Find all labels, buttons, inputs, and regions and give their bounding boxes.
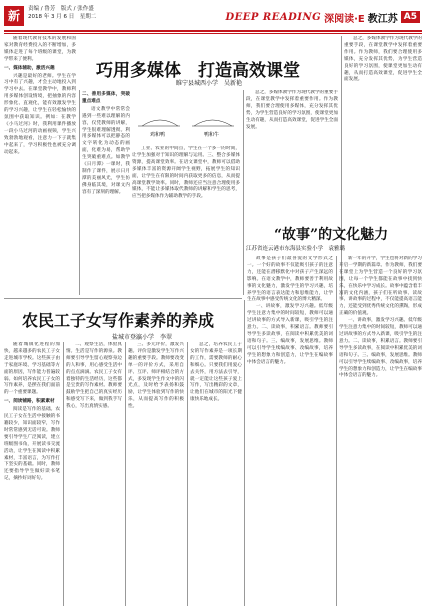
article3-spacer xyxy=(246,212,338,222)
article2-col4 xyxy=(190,342,242,606)
col-divider xyxy=(336,256,337,606)
section-divider xyxy=(4,298,242,299)
edition-name: 教江苏 xyxy=(367,13,398,25)
article2-col1-text: 随着城镇化进程的加快，越来越多的农民工子女走进城市学校。这些孩子由于家庭环境、学习基础等方面的原因，写作能力普遍较弱。如何培养农民工子女的写作素养，是摆在我们面前的一个重要课题。 xyxy=(4,342,60,396)
header-meta xyxy=(28,5,96,21)
article3-col2 xyxy=(339,256,422,606)
article1-col4-text: 总之，多媒体教学作为现代教学的重要手段，在课堂教学中发挥着重要作用。作为教师，我们要合理使用多媒体，充分发挥其优势，为学生营造良好的学习氛围，使课堂更加生动有趣，从而打造高效课堂，促进学生全面发展。 xyxy=(246,90,338,130)
header-rule-thin xyxy=(4,33,422,34)
editor-line: 责编 / 鲁芳 版式 / 张作盛 xyxy=(28,6,94,12)
page-header xyxy=(0,0,426,34)
article1-figure xyxy=(132,116,240,142)
article2-col1b-text: 阅读是写作的基础。农民工子女在生活中接触的书籍较少，知识面较窄，写作时常常感到无话可说。教师要引导学生广泛阅读，建立班级图书角，开展读书交流活动，让学生在阅读中积累素材，丰富语言，为写作打下坚实的基础。同时，教师还要指导学生做好读书笔记，摘抄好词好句。 xyxy=(4,407,60,482)
article1-subhead1: 一、媒体辅助，激活兴趣 xyxy=(4,65,55,71)
article2-subhead1: 一、阅读铺路，积累素材 xyxy=(4,399,55,405)
article1-col3 xyxy=(132,146,240,296)
newspaper-logo: 新 xyxy=(4,6,24,26)
article1-col2 xyxy=(82,90,130,295)
article1-col3-text: 工业、农业的中间点，学生在一个多一的时间，让学生加强对于知识的理解与运用。三、整合多媒体资源，提高课堂效率。在语文课堂中，教师可以借助多媒体丰富的资源开阔学生视野，拓展学生的知识面，让学生在有限的时间内获取更多的信息，从而提高课堂教学效率。同时，教师还应当注意合理使用多媒体，不能让多媒体取代教师的讲解和学生的思考，应当把多媒体作为辅助教学的手段。 xyxy=(132,146,240,200)
col-divider xyxy=(125,342,126,606)
figure-label-right: 鸭和牛 xyxy=(204,132,220,138)
section-name: 深阅读·E xyxy=(324,13,365,25)
article3-col1 xyxy=(247,256,333,606)
article3-right-col: 新一年的开学，学生也将对新的学习开启一学期的新篇章。作为教师，我们要在课堂上为学生营造一个良好的学习氛围，让每一个学生都能在故事中找到快乐，在快乐中学习成长。故事中蕴含着丰富的文化内涵，孩子们在听故事、读故事、讲故事的过程中，不仅能提高语言能力，还能受到优秀传统文化的熏陶，形成正确的价值观。 xyxy=(339,256,422,317)
header-rule xyxy=(4,30,422,32)
col-divider xyxy=(63,342,64,606)
date-line: 2018 年 3 月 6 日 星期二 xyxy=(28,14,97,20)
article2-col3-text: 三、多元评价，激发兴趣。评价是激发学生写作兴趣的重要手段。教师要改变单一的评价方式，采用自评、互评、师评相结合的方式，多发现学生作文中的闪光点，及时给予表扬和鼓励，让学生体验到写作的快乐，从而提高写作的积极性。 xyxy=(128,342,184,410)
article3-title: “故事”的文化魅力 xyxy=(274,227,389,243)
article1-byline: 睢宁县城西小学 吴新艳 xyxy=(176,80,243,87)
article3-right-col-b: 一、讲故事，激发学习兴趣。低年级学生注意力集中的时间较短，教师可以通过讲故事的方式导入新课，吸引学生的注意力。二、读故事，积累语言。教师要引导学生多读故事，在阅读中积累优美的词语和句子。三、编故事，发展思维。教师可以引导学生续编故事、改编故事，培养学生的想象力和创造力，让学生在编故事中体会语言的魅力。 xyxy=(339,318,422,379)
article1-col4 xyxy=(246,90,338,210)
article1-subhead2: 二、善用多媒体，突破重点难点 xyxy=(82,92,130,104)
col-divider xyxy=(243,90,244,295)
section-banner xyxy=(225,10,420,24)
article2-col3 xyxy=(128,342,184,606)
article1-col5-text: 总之，多媒体教学作为现代教学的重要手段，在课堂教学中发挥着重要作用。作为教师，我们要合理使用多媒体，充分发挥其优势，为学生营造良好的学习氛围，使课堂更加生动有趣，从而打造高效课堂，促进学生全面发展。 xyxy=(344,36,422,83)
article2-col2-text: 二、观察生活，体验真情。生活是写作的源泉。教师要引导学生留心观察身边的人和事，用心感受生活中的点点滴滴。农民工子女有着独特的生活经历，这些都是宝贵的写作素材。教师要鼓励学生把自己的真实经历和感受写下来，做到我手写我心，写出真情实感。 xyxy=(66,342,122,410)
article3-col-a: 故事是孩子们最喜爱的文学形式之一。一个好的故事不仅能吸引孩子的注意力，还能在潜移默化中对孩子产生深远的影响。在语文教学中，教师要善于利用故事的文化魅力，激发学生的学习兴趣，培养学生的语言表达能力和思维能力，让学生在故事中感受传统文化的博大精深。 xyxy=(247,256,333,303)
article1-intro: 随着现代教育技术的发展和国家对教育经费投入的不断增加，多媒体走进了每个班级的课堂，为教学带来了便利。 xyxy=(4,36,76,62)
article1-col1 xyxy=(4,36,76,296)
article2-col1 xyxy=(4,342,60,606)
article2-byline: 盐城市登瀛小学 李翠 xyxy=(112,334,173,341)
col-divider xyxy=(187,342,188,606)
col-divider xyxy=(79,90,80,295)
article2-col4-text: 总之，培养农民工子女的写作素养是一项长期的工作，需要教师的耐心和细心。只要我们用爱心去关怀，用方法去引导，就一定能让这些孩子爱上写作，写出精彩的文章，让他们在城市的阳光下健康快乐地成长。 xyxy=(190,342,242,403)
article2-title: 农民工子女写作素养的养成 xyxy=(22,311,215,330)
col-divider xyxy=(244,300,245,606)
article1-col1-text: 兴趣是最好的老师。学生在学习中有了兴趣，才会主动地投入到学习中去。在课堂教学中，教师利用多媒体创设情境，把抽象的内容形象化、直观化，能有效激发学生的学习兴趣，让学生在轻松愉快的氛围中获取知识。例如：在教学《小马过河》时，我利用课件播放一段小马过河的动画视频，学生兴致勃勃地观看，注意力一下子就集中起来了，学习积极性也被充分调动起来。 xyxy=(4,73,76,155)
figure-label-left: 鸡和鸭 xyxy=(150,132,166,138)
page-number: A5 xyxy=(401,11,420,23)
article1-title: 巧用多媒体 打造高效课堂 xyxy=(96,61,300,81)
article1-col2-text: 语文教学中常常会遇到一些难以理解的内容，仅凭教师的讲解，学生很难理解透彻。利用多媒体可以把静态的文字转化为动态的画面，化难为易，帮助学生突破重难点。如教学《日月潭》一课时，我制作了课件，展示日月潭的美丽风光，学生仿佛身临其境，对课文内容有了深刻的理解。 xyxy=(82,106,130,195)
deep-reading-label: DEEP READING xyxy=(225,11,322,23)
article3-byline: 江苏省连云港市东海县实验小学 袁雅璐 xyxy=(246,246,346,252)
article2-col2 xyxy=(66,342,122,606)
article3-col-b: 一、讲故事，激发学习兴趣。低年级学生注意力集中的时间较短，教师可以通过讲故事的方式导入新课，吸引学生的注意力。二、读故事，积累语言。教师要引导学生多读故事，在阅读中积累优美的词语和句子。三、编故事，发展思维。教师可以引导学生续编故事、改编故事，培养学生的想象力和创造力，让学生在编故事中体会语言的魅力。 xyxy=(247,304,333,365)
article1-col5 xyxy=(344,36,422,214)
